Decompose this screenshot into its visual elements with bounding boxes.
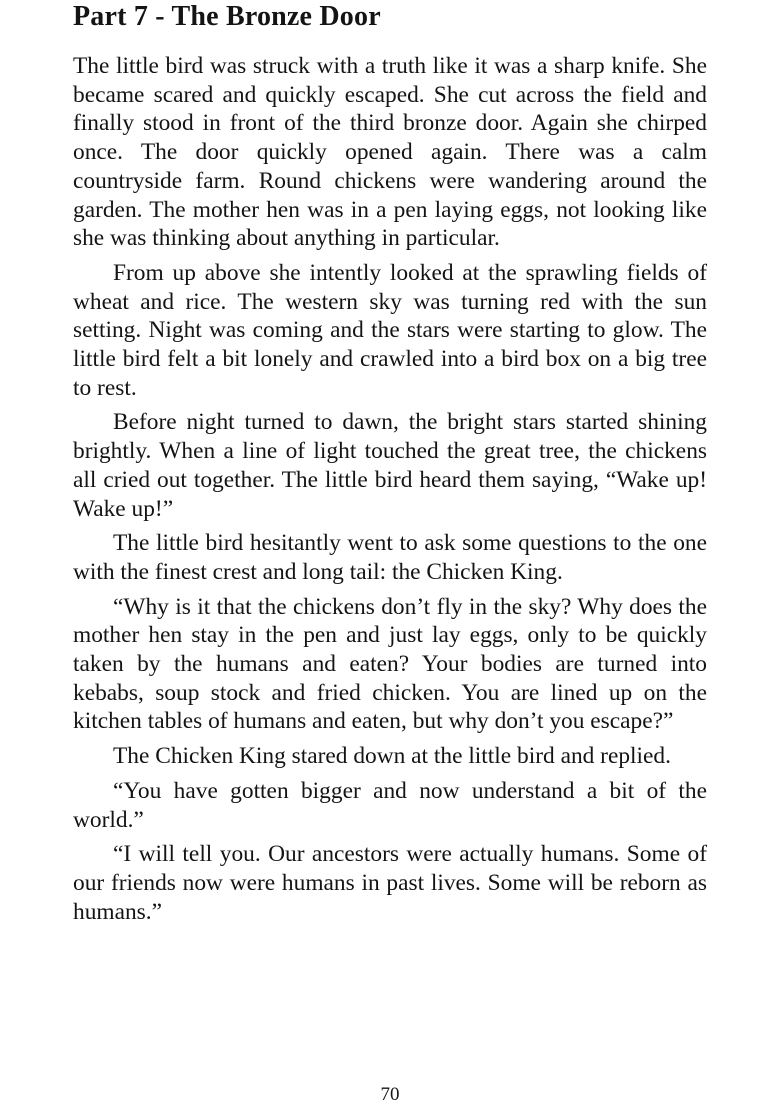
- paragraph-8: “I will tell you. Our ancestors were actually humans. Some of our friends now were humans in past lives. Some will be reborn as humans.”: [73, 841, 707, 925]
- paragraph-1: The little bird was struck with a truth like it was a sharp knife. She became scared and quickly escaped. She cut across the field and finally stood in front of the third bronze door. Again she chirped once. The door quickly opened again. There was a calm countryside farm. Round chickens were wandering around the garden. The mother hen was in a pen laying eggs, not looking like she was thinking about anything in particular.: [73, 53, 707, 252]
- paragraph-3: Before night turned to dawn, the bright stars started shining brightly. When a line of light touched the great tree, the chickens all cried out together. The little bird heard them saying, “Wake up! Wake up!”: [73, 409, 707, 522]
- page-number: 70: [380, 1084, 400, 1105]
- book-page: [73, 0, 707, 932]
- paragraph-7: “You have gotten bigger and now understand a bit of the world.”: [73, 777, 707, 833]
- paragraph-5: “Why is it that the chickens don’t fly in the sky? Why does the mother hen stay in the pen and just lay eggs, only to be quickly taken by the humans and eaten? Your bodies are turned into kebabs, soup stock and fried chicken. You are lined up on the kitchen tables of humans and eaten, but why don’t you escape?”: [73, 593, 707, 735]
- paragraph-6: The Chicken King stared down at the little bird and replied.: [113, 743, 671, 770]
- chapter-body: [73, 52, 707, 926]
- paragraph-4: The little bird hesitantly went to ask some questions to the one with the finest crest and long tail: the Chicken King.: [73, 530, 707, 585]
- chapter-title: Part 7 - The Bronze Door: [73, 1, 381, 32]
- paragraph-2: From up above she intently looked at the sprawling fields of wheat and rice. The western sky was turning red with the sun setting. Night was coming and the stars were starting to glow. The little bird felt a bit lonely and crawled into a bird box on a big tree to rest.: [73, 259, 707, 401]
